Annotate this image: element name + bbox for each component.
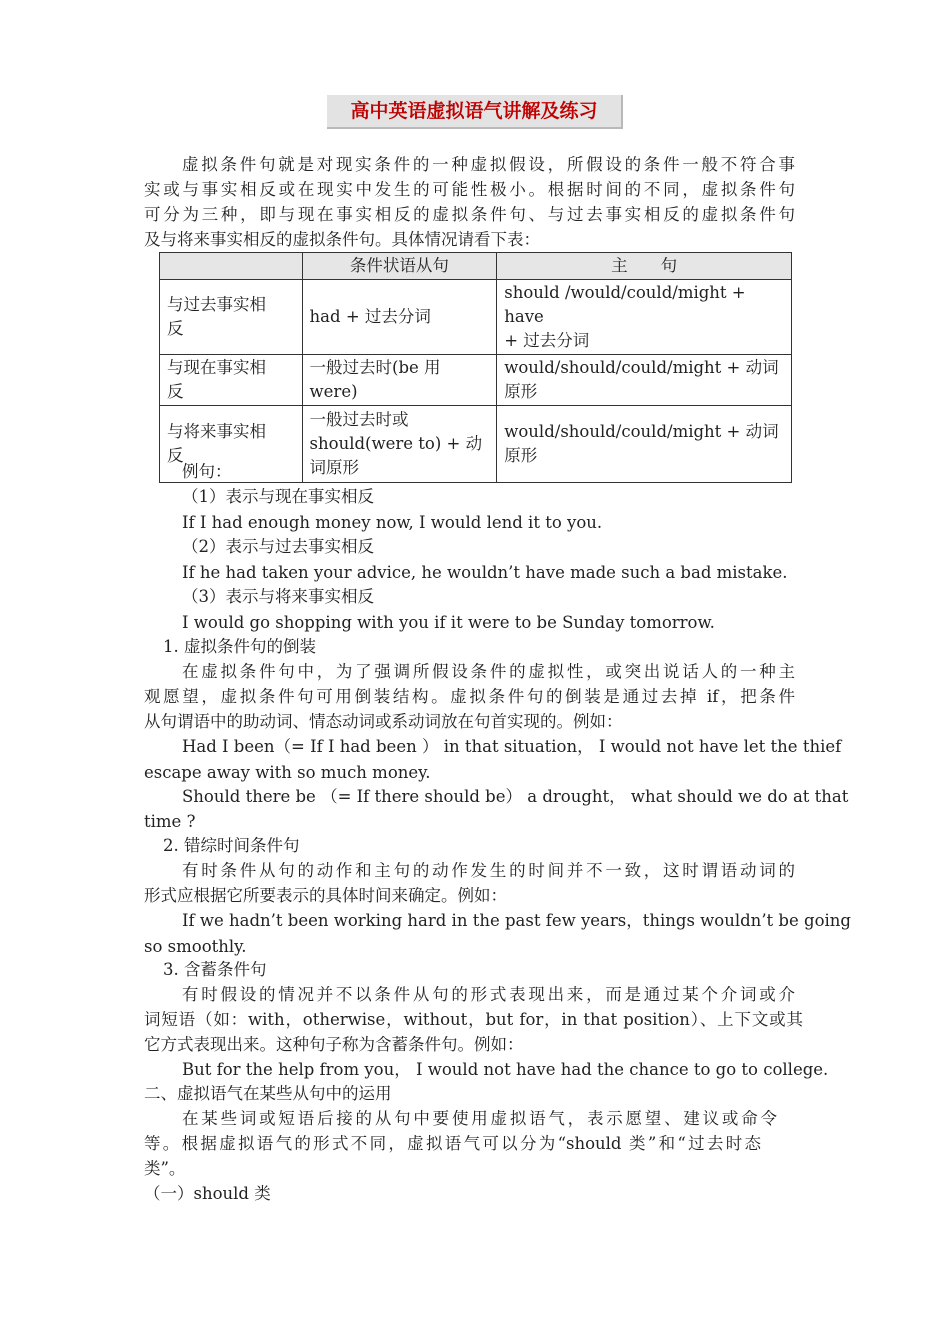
example-sentence: I would go shopping with you if it were to be Sunday tomorrow. — [182, 613, 715, 632]
intro-line: 实或与事实相反或在现实中发生的可能性极小。根据时间的不同，虚拟条件句 — [144, 180, 795, 199]
table-cell-main — [497, 406, 792, 483]
example-sentence: If we hadn’t been working hard in the past few years，things wouldn’t be going — [182, 911, 851, 930]
cell-text: should(were to) + 动 — [309, 434, 483, 453]
cell-text: 一般过去时(be 用 — [309, 358, 441, 377]
cell-text: 反 — [167, 382, 184, 401]
subsection-heading: （一）should 类 — [144, 1184, 271, 1203]
example-sentence: Should there be （= If there should be） a drought， what should we do at that — [182, 787, 849, 806]
example-title: （1）表示与现在事实相反 — [182, 487, 374, 506]
paragraph-line: 词短语（如：with，otherwise，without，but for，in that position）、上下文或其 — [144, 1010, 803, 1029]
table-header-cell: 主 句 — [497, 253, 792, 280]
example-sentence: If I had enough money now, I would lend it to you. — [182, 513, 603, 532]
example-title: （3）表示与将来事实相反 — [182, 587, 374, 606]
section-heading: 3. 含蓄条件句 — [163, 960, 267, 979]
section-heading: 1. 虚拟条件句的倒装 — [163, 637, 316, 656]
cell-text: 反 — [167, 319, 184, 338]
table-cell-main — [497, 355, 792, 406]
paragraph-line: 它方式表现出来。这种句子称为含蓄条件句。例如： — [144, 1035, 524, 1054]
example-sentence: so smoothly. — [144, 937, 247, 956]
conditional-table — [159, 252, 792, 483]
table-cell-clause — [302, 406, 497, 483]
table-row — [160, 355, 792, 406]
section-heading: 2. 错综时间条件句 — [163, 836, 300, 855]
example-sentence: time ? — [144, 812, 196, 831]
paragraph-line: 有时假设的情况并不以条件从句的形式表现出来，而是通过某个介词或介 — [182, 985, 795, 1004]
cell-text: 词原形 — [309, 458, 360, 477]
intro-line: 及与将来事实相反的虚拟条件句。具体情况请看下表： — [144, 230, 540, 249]
paragraph-line: 观愿望，虚拟条件句可用倒装结构。虚拟条件句的倒装是通过去掉 if，把条件 — [144, 687, 795, 706]
cell-text: 原形 — [504, 446, 538, 465]
examples-label: 例句： — [182, 462, 232, 481]
example-sentence: escape away with so much money. — [144, 763, 431, 782]
example-sentence: Had I been（= If I had been ） in that situation， I would not have let the thief — [182, 737, 842, 756]
table-header-cell — [160, 253, 303, 280]
table-row — [160, 280, 792, 355]
cell-text: were) — [309, 382, 358, 401]
cell-text: had + 过去分词 — [309, 307, 431, 326]
cell-text: 一般过去时或 — [309, 410, 409, 429]
cell-text: would/should/could/might + 动词 — [504, 422, 779, 441]
paragraph-line: 类”。 — [144, 1159, 186, 1178]
paragraph-line: 有时条件从句的动作和主句的动作发生的时间并不一致，这时谓语动词的 — [182, 861, 795, 880]
cell-text: would/should/could/might + 动词 — [504, 358, 779, 377]
table-header-cell: 条件状语从句 — [302, 253, 497, 280]
example-title: （2）表示与过去事实相反 — [182, 537, 374, 556]
cell-text: 反 — [167, 446, 184, 465]
cell-text: 与将来事实相 — [167, 422, 266, 441]
example-sentence: But for the help from you， I would not have had the chance to go to college. — [182, 1060, 829, 1079]
table-row — [160, 406, 792, 483]
paragraph-line: 在某些词或短语后接的从句中要使用虚拟语气，表示愿望、建议或命令 — [182, 1109, 777, 1128]
example-sentence: If he had taken your advice, he wouldn’t have made such a bad mistake. — [182, 563, 788, 582]
table-cell-label — [160, 280, 303, 355]
cell-text: 与过去事实相 — [167, 295, 266, 314]
cell-text: should /would/could/might + have — [504, 283, 746, 326]
table-header-row — [160, 253, 792, 280]
paragraph-line: 形式应根据它所要表示的具体时间来确定。例如： — [144, 886, 507, 905]
cell-text: 原形 — [504, 382, 538, 401]
paragraph-line: 等。根据虚拟语气的形式不同，虚拟语气可以分为“should 类”和“过去时态 — [144, 1134, 761, 1153]
cell-text: + 过去分词 — [504, 331, 590, 350]
table-cell-clause — [302, 355, 497, 406]
paragraph-line: 从句谓语中的助动词、情态动词或系动词放在句首实现的。例如： — [144, 712, 623, 731]
document-title: 高中英语虚拟语气讲解及练习 — [327, 95, 623, 129]
cell-text: 与现在事实相 — [167, 358, 266, 377]
intro-line: 虚拟条件句就是对现实条件的一种虚拟假设，所假设的条件一般不符合事 — [182, 155, 795, 174]
paragraph-line: 在虚拟条件句中，为了强调所假设条件的虚拟性，或突出说话人的一种主 — [182, 662, 795, 681]
section-heading: 二、虚拟语气在某些从句中的运用 — [144, 1084, 392, 1103]
intro-line: 可分为三种，即与现在事实相反的虚拟条件句、与过去事实相反的虚拟条件句 — [144, 205, 795, 224]
table-cell-label — [160, 355, 303, 406]
table-cell-main — [497, 280, 792, 355]
table-cell-clause — [302, 280, 497, 355]
